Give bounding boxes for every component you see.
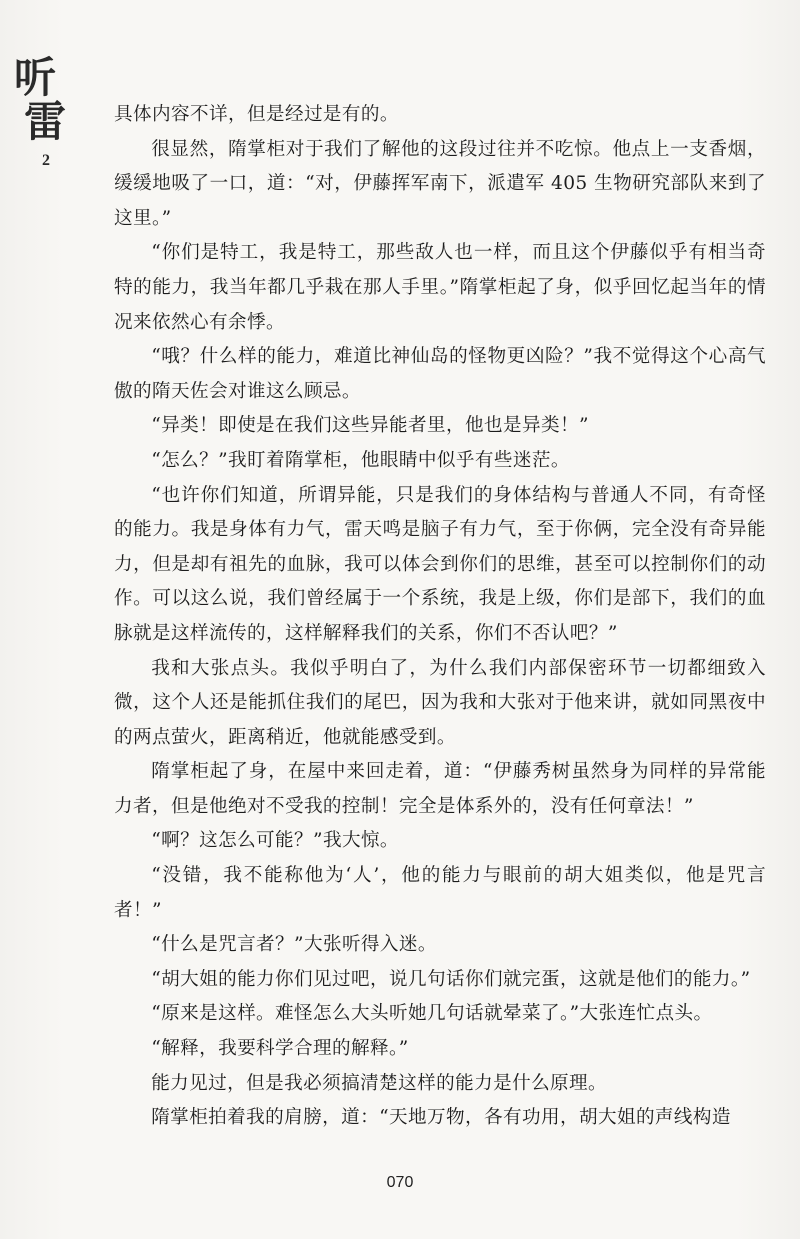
paragraph: 我和大张点头。我似乎明白了，为什么我们内部保密环节一切都细致入微，这个人还是能抓住我们的尾巴，因为我和大张对于他来讲，就如同黑夜中的两点萤火，距离稍近，他就能感受到。 xyxy=(114,657,766,748)
body-text xyxy=(114,98,766,1136)
paragraph: 能力见过，但是我必须搞清楚这样的能力是什么原理。 xyxy=(151,1072,608,1094)
page-number: 070 xyxy=(386,1174,414,1191)
paragraph: “怎么？”我盯着隋掌柜，他眼睛中似乎有些迷茫。 xyxy=(151,449,570,471)
book-title-char-2: 雷 xyxy=(24,97,67,146)
paragraph: “哦？什么样的能力，难道比神仙岛的怪物更凶险？”我不觉得这个心高气傲的隋天佐会对谁这么顾忌。 xyxy=(114,346,766,402)
paragraph: “胡大姐的能力你们见过吧，说几句话你们就完蛋，这就是他们的能力。” xyxy=(151,968,751,990)
paragraph: “你们是特工，我是特工，那些敌人也一样，而且这个伊藤似乎有相当奇特的能力，我当年都几乎栽在那人手里。”隋掌柜起了身，似乎回忆起当年的情况来依然心有余悸。 xyxy=(114,242,766,333)
paragraph: “解释，我要科学合理的解释。” xyxy=(151,1038,409,1060)
paragraph: 具体内容不详，但是经过是有的。 xyxy=(114,104,399,125)
book-title-char-1: 听 xyxy=(14,53,57,102)
paragraph: “也许你们知道，所谓异能，只是我们的身体结构与普通人不同，有奇怪的能力。我是身体有力气，雷天鸣是脑子有力气，至于你俩，完全没有奇异能力，但是却有祖先的血脉，我可以体会到你们的思维，甚至可以控制你们的动作。可以这么说，我们曾经属于一个系统，我是上级，你们是部下，我们的血脉就是这样流传的，这样解释我们的关系，你们不否认吧？” xyxy=(114,484,766,644)
paragraph: “原来是这样。难怪怎么大头听她几句话就晕菜了。”大张连忙点头。 xyxy=(151,1003,713,1025)
paragraph: 隋掌柜起了身，在屋中来回走着，道：“伊藤秀树虽然身为同样的异常能力者，但是他绝对不受我的控制！完全是体系外的，没有任何章法！” xyxy=(114,761,766,817)
paragraph: 很显然，隋掌柜对于我们了解他的这段过往并不吃惊。他点上一支香烟，缓缓地吸了一口，道：“对，伊藤挥军南下，派遣军 405 生物研究部队来到了这里。” xyxy=(114,138,766,229)
running-header xyxy=(14,53,74,170)
paragraph: 隋掌柜拍着我的肩膀，道：“天地万物，各有功用，胡大姐的声线构造 xyxy=(151,1107,731,1129)
paragraph: “异类！即使是在我们这些异能者里，他也是异类！” xyxy=(151,415,589,437)
paragraph: “啊？这怎么可能？”我大惊。 xyxy=(151,830,399,852)
volume-number: 2 xyxy=(42,152,50,169)
paragraph: “什么是咒言者？”大张听得入迷。 xyxy=(151,934,437,956)
paragraph: “没错，我不能称他为‘人’，他的能力与眼前的胡大姐类似，他是咒言者！” xyxy=(114,865,766,921)
